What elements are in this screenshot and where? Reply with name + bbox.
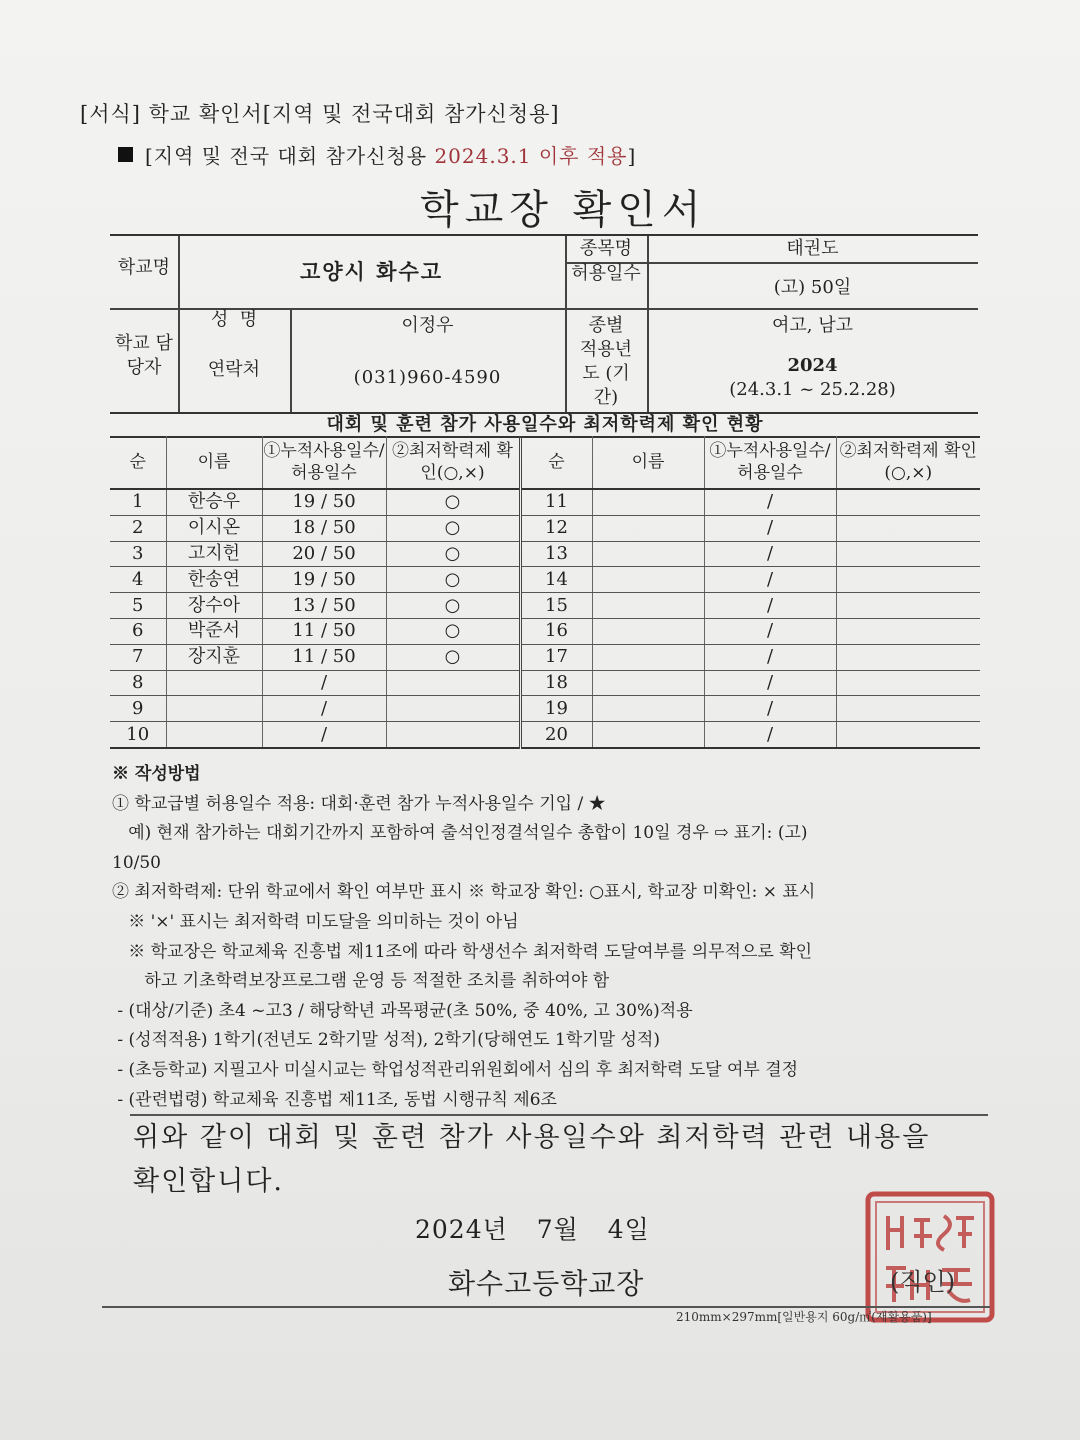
confirmation-line-1: 위와 같이 대회 및 훈련 참가 사용일수와 최저학력 관련 내용을 — [133, 1122, 931, 1153]
page-title: 학교장 확인서 — [420, 187, 707, 233]
row-number: 4 — [110, 567, 166, 593]
athlete-name — [166, 722, 262, 748]
days-used: / — [704, 489, 836, 515]
days-used: 20 / 50 — [262, 541, 386, 567]
athlete-name — [166, 696, 262, 722]
academic-check: ○ — [386, 567, 520, 593]
table-row — [110, 489, 980, 515]
table-row — [110, 696, 980, 722]
name-label: 성 명 — [210, 309, 258, 330]
athlete-name: 한승우 — [166, 489, 262, 515]
instruction-line: - (관련법령) 학교체육 진흥법 제11조, 동법 시행규칙 제6조 — [112, 1089, 557, 1110]
athlete-name: 박준서 — [166, 618, 262, 644]
academic-check: ○ — [386, 644, 520, 670]
subtitle-prefix: [지역 및 전국 대회 참가신청용 — [145, 144, 435, 168]
athlete-name: 고지헌 — [166, 541, 262, 567]
row-number: 13 — [520, 541, 592, 567]
athlete-name — [592, 618, 704, 644]
instruction-line: 예) 현재 참가하는 대회기간까지 포함하여 출석인정결석일수 총합이 10일 경우 ⇨ 표기: (고) — [112, 823, 808, 844]
table-row — [110, 567, 980, 593]
table-row — [110, 541, 980, 567]
table-row — [110, 593, 980, 619]
academic-check: ○ — [386, 618, 520, 644]
row-number: 6 — [110, 618, 166, 644]
academic-check: ○ — [386, 593, 520, 619]
days-used: 13 / 50 — [262, 593, 386, 619]
row-number: 14 — [520, 567, 592, 593]
contact-label: 연락처 — [207, 359, 261, 380]
row-number: 8 — [110, 670, 166, 696]
instruction-line: 하고 기초학력보장프로그램 운영 등 적절한 조치를 취하여야 함 — [112, 971, 610, 992]
athlete-name — [166, 670, 262, 696]
days-used: / — [704, 567, 836, 593]
principal-title: 화수고등학교장 — [448, 1267, 645, 1300]
athlete-name — [592, 489, 704, 515]
row-number: 11 — [520, 489, 592, 515]
paper-spec: 210mm×297mm[일반용지 60g/㎡(재활용품)] — [676, 1310, 932, 1324]
row-number: 9 — [110, 696, 166, 722]
school-label: 학교명 — [117, 257, 171, 278]
confirmation-line-2: 확인합니다. — [133, 1166, 284, 1197]
academic-check — [836, 670, 980, 696]
manager-name-value: 이정우 — [401, 315, 454, 336]
row-number: 1 — [110, 489, 166, 515]
col-name: 이름 — [592, 436, 704, 489]
school-info-table — [110, 234, 978, 414]
days-used: / — [704, 722, 836, 748]
days-used: / — [262, 722, 386, 748]
academic-check — [836, 541, 980, 567]
row-number: 12 — [520, 515, 592, 541]
col-days: ①누적사용일수/허용일수 — [262, 436, 386, 489]
athlete-name — [592, 644, 704, 670]
table-row — [110, 618, 980, 644]
instruction-line: 10/50 — [112, 852, 161, 873]
days-used: 19 / 50 — [262, 567, 386, 593]
academic-check — [836, 696, 980, 722]
instruction-line: ※ '×' 표시는 최저학력 미도달을 의미하는 것이 아님 — [112, 911, 519, 932]
table-row — [110, 670, 980, 696]
athlete-name: 한송연 — [166, 567, 262, 593]
school-value: 고양시 화수고 — [299, 259, 444, 284]
athlete-name — [592, 696, 704, 722]
academic-check — [386, 696, 520, 722]
academic-check — [386, 670, 520, 696]
academic-check — [836, 722, 980, 748]
row-number: 2 — [110, 515, 166, 541]
academic-check — [836, 644, 980, 670]
row-number: 18 — [520, 670, 592, 696]
instruction-line: - (성적적용) 1학기(전년도 2학기말 성적), 2학기(당해연도 1학기말 성적) — [112, 1030, 660, 1051]
col-academic: ②최저학력제 확인(○,×) — [386, 436, 520, 489]
instruction-line: ※ 작성방법 — [112, 764, 201, 784]
contact-value: (031)960-4590 — [353, 367, 502, 388]
form-subtitle — [118, 140, 636, 169]
row-number: 16 — [520, 618, 592, 644]
academic-check: ○ — [386, 515, 520, 541]
instruction-line: ① 학교급별 허용일수 적용: 대회·훈련 참가 누적사용일수 기입 / ★ — [112, 793, 606, 814]
allowed-days-label: 허용일수 — [571, 263, 641, 284]
academic-check — [836, 489, 980, 515]
days-used: / — [704, 670, 836, 696]
academic-check: ○ — [386, 541, 520, 567]
days-used: / — [704, 515, 836, 541]
period-value: (24.3.1 ~ 25.2.28) — [729, 379, 896, 400]
row-number: 15 — [520, 593, 592, 619]
table-row — [110, 644, 980, 670]
year-value: 2024 — [787, 355, 838, 376]
academic-check — [836, 567, 980, 593]
athlete-name — [592, 722, 704, 748]
allowed-days-value: (고) 50일 — [773, 277, 852, 298]
row-number: 3 — [110, 541, 166, 567]
athlete-name: 이시온 — [166, 515, 262, 541]
academic-check — [836, 515, 980, 541]
col-no: 순 — [110, 436, 166, 489]
subtitle-suffix: ] — [627, 144, 637, 168]
academic-check — [836, 618, 980, 644]
gender-label: 종별 — [588, 315, 624, 336]
athlete-name: 장수아 — [166, 593, 262, 619]
athlete-name — [592, 567, 704, 593]
days-used: / — [704, 696, 836, 722]
days-used: 11 / 50 — [262, 618, 386, 644]
col-name: 이름 — [166, 436, 262, 489]
confirmation-text — [133, 1116, 930, 1204]
athlete-name — [592, 670, 704, 696]
section-title: 대회 및 훈련 참가 사용일수와 최저학력제 확인 현황 — [110, 410, 980, 438]
row-number: 5 — [110, 593, 166, 619]
table-row — [110, 722, 980, 748]
row-number: 7 — [110, 644, 166, 670]
official-seal-icon — [864, 1190, 996, 1324]
gender-value: 여고, 남고 — [772, 315, 853, 336]
row-number: 19 — [520, 696, 592, 722]
athlete-name — [592, 593, 704, 619]
athlete-table — [110, 436, 980, 749]
academic-check: ○ — [386, 489, 520, 515]
square-bullet-icon — [118, 147, 133, 162]
instruction-line: ② 최저학력제: 단위 학교에서 확인 여부만 표시 ※ 학교장 확인: ○표시, 학교장 미확인: × 표시 — [112, 882, 816, 903]
days-used: 11 / 50 — [262, 644, 386, 670]
table-row — [110, 515, 980, 541]
instructions — [112, 760, 815, 1115]
days-used: / — [704, 618, 836, 644]
athlete-name — [592, 541, 704, 567]
manager-label: 학교 담당자 — [115, 333, 173, 378]
instruction-line: - (대상/기준) 초4 ~고3 / 해당학년 과목평균(초 50%, 중 40%, 고 30%)적용 — [112, 1000, 693, 1021]
col-academic: ②최저학력제 확인(○,×) — [836, 436, 980, 489]
days-used: / — [704, 593, 836, 619]
issue-date: 2024년 7월 4일 — [415, 1215, 650, 1244]
col-days: ①누적사용일수/허용일수 — [704, 436, 836, 489]
days-used: / — [704, 541, 836, 567]
days-used: / — [262, 696, 386, 722]
athlete-name — [592, 515, 704, 541]
academic-check — [386, 722, 520, 748]
row-number: 10 — [110, 722, 166, 748]
row-number: 17 — [520, 644, 592, 670]
instruction-line: - (초등학교) 지필고사 미실시교는 학업성적관리위원회에서 심의 후 최저학력 도달 여부 결정 — [112, 1059, 799, 1080]
days-used: 18 / 50 — [262, 515, 386, 541]
sport-label: 종목명 — [579, 238, 633, 259]
row-number: 20 — [520, 722, 592, 748]
instruction-line: ※ 학교장은 학교체육 진흥법 제11조에 따라 학생선수 최저학력 도달여부를 의무적으로 확인 — [112, 941, 813, 962]
days-used: / — [704, 644, 836, 670]
year-label: 적용년도 (기간) — [579, 339, 633, 408]
subtitle-highlight: 2024.3.1 이후 적용 — [434, 144, 628, 168]
seal-label: (직인) — [890, 1268, 956, 1296]
form-label: [서식] 학교 확인서[지역 및 전국대회 참가신청용] — [80, 102, 560, 126]
table-header-row — [110, 436, 980, 489]
academic-check — [836, 593, 980, 619]
days-used: 19 / 50 — [262, 489, 386, 515]
days-used: / — [262, 670, 386, 696]
athlete-name: 장지훈 — [166, 644, 262, 670]
sport-value: 태권도 — [786, 238, 839, 259]
col-no: 순 — [520, 436, 592, 489]
